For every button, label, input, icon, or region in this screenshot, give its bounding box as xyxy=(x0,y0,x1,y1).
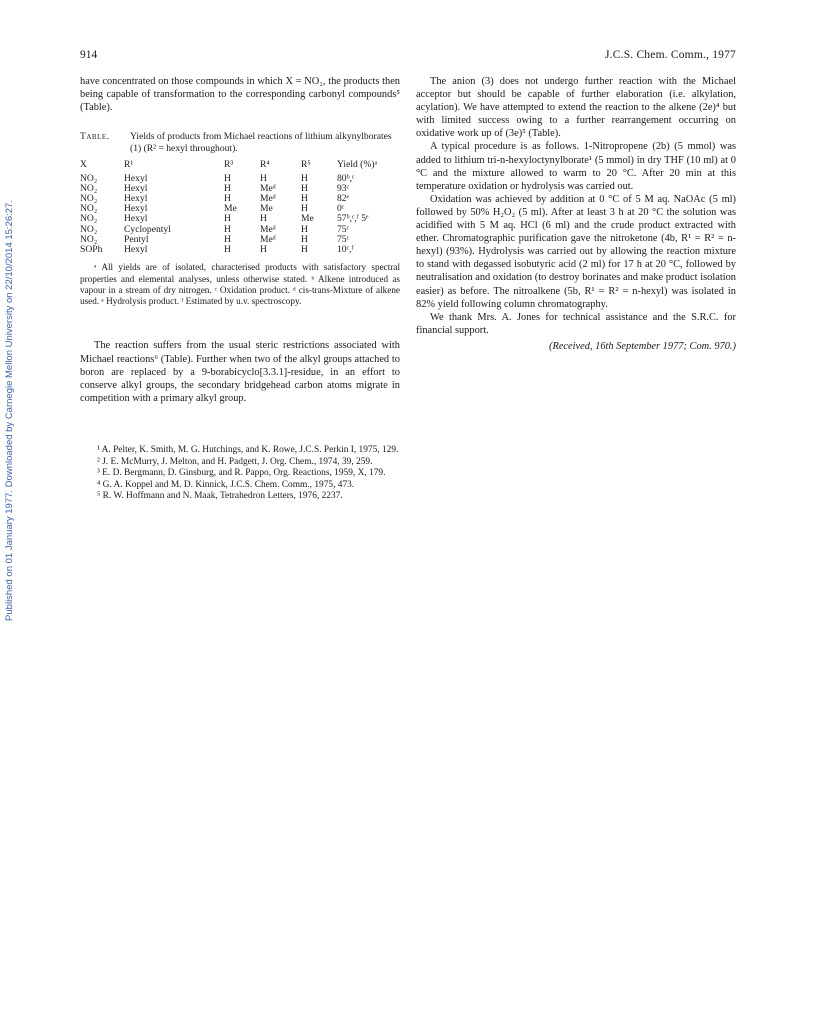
cell-r3: H xyxy=(224,233,231,245)
cell-r4: H xyxy=(260,172,267,184)
cell-x: NO₂ xyxy=(80,182,98,194)
cell-r1: Hexyl xyxy=(124,203,148,215)
table-header-row xyxy=(80,160,383,173)
cell-r3: H xyxy=(224,223,231,235)
cell-r3: H xyxy=(224,213,231,225)
cell-r3: H xyxy=(224,193,231,205)
column-header-r1: R¹ xyxy=(124,159,134,171)
table-body xyxy=(80,174,383,256)
cell-r1: Hexyl xyxy=(124,172,148,184)
references-list xyxy=(97,445,517,503)
cell-yield: 75ᶜ xyxy=(337,223,350,235)
cell-r5: H xyxy=(301,203,308,215)
cell-r4: Meᵈ xyxy=(260,193,276,205)
reference-item: ³ E. D. Bergmann, D. Ginsburg, and R. Pappo, Org. Reactions, 1959, X, 179. xyxy=(97,468,386,478)
cell-yield: 93ᶜ xyxy=(337,182,350,194)
cell-r5: H xyxy=(301,233,308,245)
cell-r3: Me xyxy=(224,203,237,215)
cell-yield: 82ᵉ xyxy=(337,193,350,205)
cell-r5: H xyxy=(301,182,308,194)
column-header-yield: Yield (%)ᵃ xyxy=(337,159,378,171)
cell-x: NO₂ xyxy=(80,203,98,215)
cell-x: NO₂ xyxy=(80,233,98,245)
cell-r5: H xyxy=(301,244,308,256)
table-label: Table. xyxy=(80,131,110,143)
cell-r4: H xyxy=(260,213,267,225)
column-header-r5: R⁵ xyxy=(301,159,311,171)
cell-x: NO₂ xyxy=(80,223,98,235)
acknowledgement-paragraph: We thank Mrs. A. Jones for technical assistance and the S.R.C. for financial support. xyxy=(416,311,736,336)
intro-paragraph: have concentrated on those compounds in which X = NO₂, the products then being capable of transformation to the corresponding carbonyl compounds⁵ (Table). xyxy=(80,76,400,114)
table-caption xyxy=(80,131,400,154)
left-column xyxy=(80,75,400,405)
cell-r1: Hexyl xyxy=(124,213,148,225)
cell-r4: Me xyxy=(260,203,273,215)
cell-x: NO₂ xyxy=(80,172,98,184)
cell-r1: Cyclopentyl xyxy=(124,223,171,235)
cell-yield: 10ᶜ,ᶠ xyxy=(337,244,354,256)
cell-r5: H xyxy=(301,172,308,184)
cell-x: SOPh xyxy=(80,244,103,256)
cell-r4: Meᵈ xyxy=(260,223,276,235)
page-number: 914 xyxy=(80,49,98,61)
cell-r5: H xyxy=(301,223,308,235)
cell-r3: H xyxy=(224,244,231,256)
cell-r4: H xyxy=(260,244,267,256)
cell-r1: Hexyl xyxy=(124,244,148,256)
journal-title: J.C.S. Chem. Comm., 1977 xyxy=(605,49,736,61)
right-column xyxy=(416,75,736,353)
cell-r5: H xyxy=(301,193,308,205)
cell-r5: Me xyxy=(301,213,314,225)
cell-r4: Meᵈ xyxy=(260,233,276,245)
cell-yield: 80ᵇ,ᶜ xyxy=(337,172,355,184)
cell-r1: Hexyl xyxy=(124,193,148,205)
cell-x: NO₂ xyxy=(80,193,98,205)
column-header-r4: R⁴ xyxy=(260,159,270,171)
reference-item: ¹ A. Pelter, K. Smith, M. G. Hutchings, and K. Rowe, J.C.S. Perkin I, 1975, 129. xyxy=(97,445,399,455)
cell-yield: 0ᶜ xyxy=(337,203,345,215)
reference-item: ² J. E. McMurry, J. Melton, and H. Padgett, J. Org. Chem., 1974, 39, 259. xyxy=(97,456,373,467)
cell-yield: 57ᵇ,ᶜ,ᶠ 5ᵉ xyxy=(337,213,369,225)
cell-r3: H xyxy=(224,182,231,194)
cell-r1: Hexyl xyxy=(124,182,148,194)
cell-r3: H xyxy=(224,172,231,184)
reference-item: ⁴ G. A. Koppel and M. D. Kinnick, J.C.S. Chem. Comm., 1975, 473. xyxy=(97,479,355,490)
cell-yield: 75ᶜ xyxy=(337,233,350,245)
column-header-r3: R³ xyxy=(224,159,234,171)
page-header xyxy=(80,49,736,63)
cell-r1: Pentyl xyxy=(124,233,149,245)
reference-item: ⁵ R. W. Hoffmann and N. Maak, Tetrahedron Letters, 1976, 2237. xyxy=(97,491,343,501)
column-header-x: X xyxy=(80,159,87,171)
steric-paragraph: The reaction suffers from the usual steric restrictions associated with Michael reactions⁶ (Table). Further when two of the alkyl groups attached to boron are replaced by a 9-borabicyclo[3.3.1]-residue, in an effort to conserve alkyl groups, the secondary bridgehead carbon atoms migrate in competition with a primary alkyl group. xyxy=(80,340,400,404)
anion-paragraph: The anion (3) does not undergo further reaction with the Michael acceptor but should be capable of further elaboration (i.e. alkylation, acylation). We have attempted to extend the reaction to the alkene (2e)⁴ but with limited success owing to a further rearrangement occurring on oxidative work up of (3e)⁵ (Table). xyxy=(416,76,736,140)
oxidation-paragraph: Oxidation was achieved by addition at 0 °C of 5 M aq. NaOAc (5 ml) followed by 50% H₂O₂ (5 ml). After at least 3 h at 20 °C the solution was acidified with 5 M aq. HCl (6 ml) and the crude product extracted with ether. Chromatographic purification gave the nitroketone (4b, R¹ = R² = n-hexyl) (93%). Hydrolysis was carried out by allowing the reaction mixture to stand with degassed isobutyric acid (2 ml) for 17 h at 20 °C, followed by neutralisation and oxidation (to destroy borinates and make product isolation easier) as before. The nitroalkene (5b, R¹ = R² = n-hexyl) was isolated in 82% yield following column chromatography. xyxy=(416,193,736,310)
download-notice-text: Published on 01 January 1977. Downloaded by Carnegie Mellon University on 22/10/2014 15:26:27. xyxy=(3,199,15,621)
yields-table xyxy=(80,160,383,255)
received-line: (Received, 16th September 1977; Com. 970.) xyxy=(549,340,736,352)
cell-x: NO₂ xyxy=(80,213,98,225)
table-footnotes: ᵃ All yields are of isolated, characterised products with satisfactory spectral properties and elemental analyses, unless otherwise stated. ᵇ Alkene introduced as vapour in a stream of dry nitrogen. ᶜ Oxidation product. ᵈ cis-trans-Mixture of alkene used. ᵉ Hydrolysis product. ᶠ Estimated by u.v. spectroscopy. xyxy=(80,262,400,307)
table-caption-text: Yields of products from Michael reactions of lithium alkynylborates (1) (R² = hexyl throughout). xyxy=(130,131,392,154)
download-watermark xyxy=(2,190,16,630)
table-row xyxy=(80,245,383,255)
cell-r4: Meᵈ xyxy=(260,182,276,194)
procedure-paragraph: A typical procedure is as follows. 1-Nitropropene (2b) (5 mmol) was added to lithium tri-n-hexyloctynylborate¹ (5 mmol) in dry THF (10 ml) at 0 °C and the mixture allowed to warm to 20 °C. After 20 min at this temperature oxidation or hydrolysis was carried out. xyxy=(416,141,736,192)
